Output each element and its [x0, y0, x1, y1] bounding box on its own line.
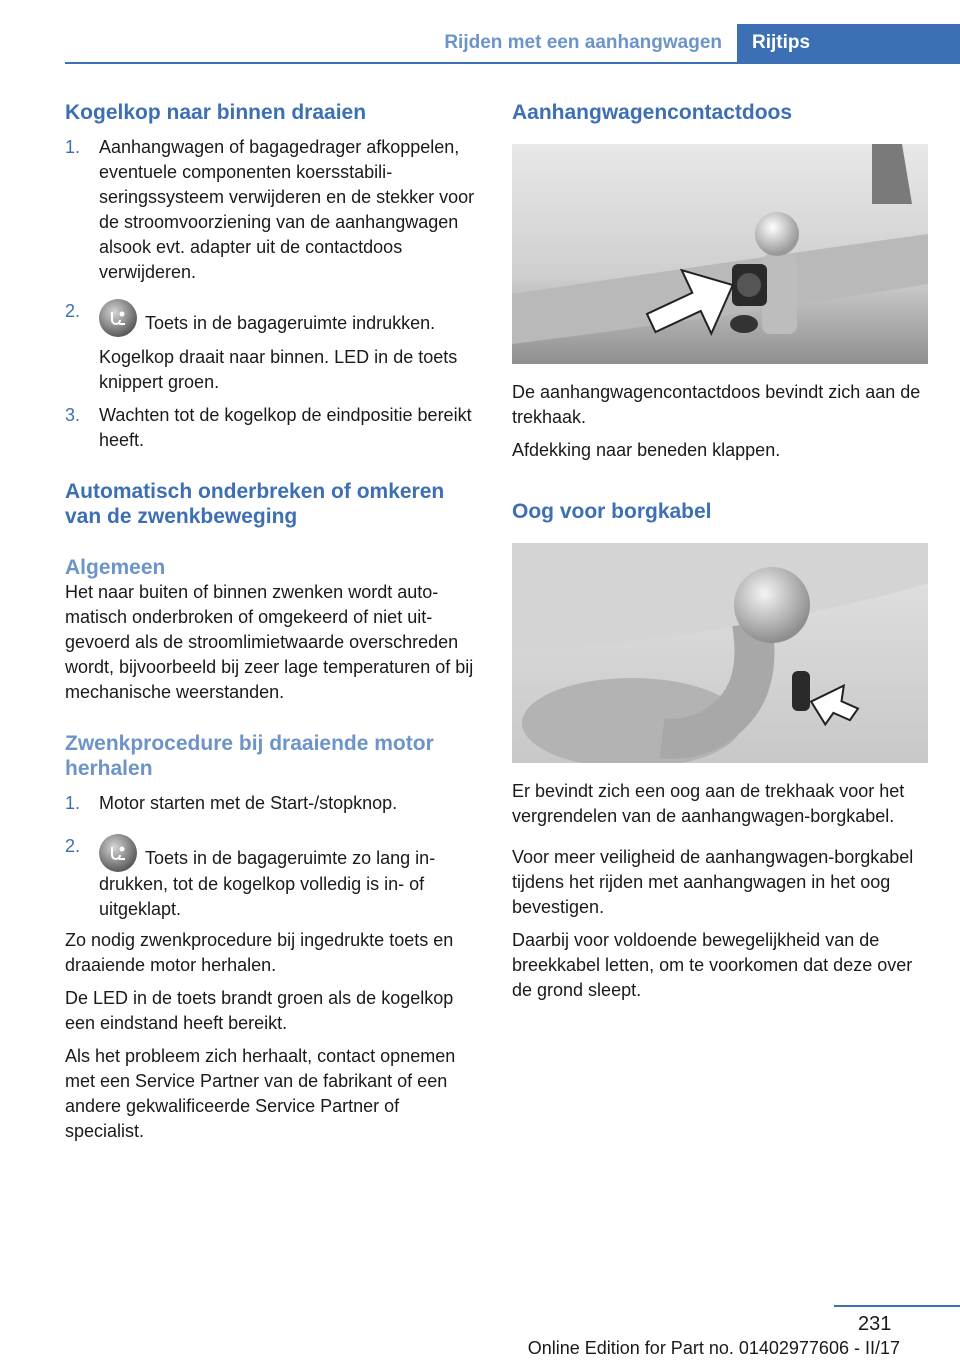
paragraph: De LED in de toets brandt groen als de kogelkop een eindstand heeft bereikt.: [65, 988, 454, 1033]
list-number: 1.: [65, 793, 81, 813]
paragraph: Er bevindt zich een oog aan de trekhaak voor het vergrendelen van de aanhangwagen-borgkabel.: [512, 781, 905, 826]
list-number: 2.: [65, 836, 81, 856]
paragraph: Het naar buiten of binnen zwenken wordt automatisch onderbroken of omgekeerd of niet uitgevoerd als de stroomlimietwaarde overschreden wordt, bijvoorbeeld bij zeer lage temperaturen of bij mechanische weerstanden.: [65, 582, 474, 702]
footer-rule: [834, 1305, 960, 1307]
breadcrumb: Rijden met een aanhangwagen: [444, 32, 722, 53]
chapter-tab: Rijtips: [737, 24, 960, 62]
section-title-contactdoos: Aanhangwagencontactdoos: [512, 101, 793, 124]
paragraph: Afdekking naar beneden klappen.: [512, 440, 781, 460]
list-item: [65, 299, 477, 395]
header-rule: [65, 62, 960, 64]
trailer-hitch-button-icon: [99, 299, 137, 337]
trailer-hitch-button-icon: [99, 834, 137, 872]
section-title-borgkabel: Oog voor borgkabel: [512, 500, 712, 523]
list-number: 3.: [65, 405, 81, 425]
list-item: [65, 791, 477, 816]
list-text: Wachten tot de kogelkop de eindpositie bereikt heeft.: [99, 405, 472, 450]
page-number: 231: [858, 1313, 892, 1335]
paragraph: Zo nodig zwenkprocedure bij ingedrukte toets en draaiende motor herhalen.: [65, 930, 454, 975]
paragraph: De aanhangwagencontactdoos bevindt zich aan de trekhaak.: [512, 382, 921, 427]
left-column: [65, 100, 477, 1144]
list-text: Motor starten met de Start-/stopknop.: [99, 793, 398, 813]
list-item: [65, 403, 477, 453]
trailer-socket-photo: [512, 144, 928, 364]
list-text: Aanhangwagen of bagagedrager afkoppelen, eventuele componenten koersstabiliseringssysteem verwijderen en de stekker voor de stroomvoorziening van de aanhangwagen alsook evt. adapter uit de contactdoos verwijderen.: [99, 137, 475, 282]
safety-cable-eye-photo: [512, 543, 928, 763]
subsection-title-algemeen: Algemeen: [65, 556, 166, 579]
list-item: [65, 834, 477, 922]
paragraph: Voor meer veiligheid de aanhangwagen-borgkabel tijdens het rijden met aanhangwagen in het oog bevestigen.: [512, 847, 914, 917]
list-item: [65, 135, 477, 285]
list-number: 1.: [65, 137, 81, 157]
list-text: Toets in de bagageruimte indrukken.: [145, 313, 436, 333]
list-number: 2.: [65, 301, 81, 321]
list-text: Toets in de bagageruimte zo lang indrukken, tot de kogelkop volledig is in- of uitgeklapt.: [99, 848, 436, 919]
right-column: [512, 100, 928, 1003]
paragraph: Daarbij voor voldoende bewegelijkheid van de breekkabel letten, om te voorkomen dat deze over de grond sleept.: [512, 930, 913, 1000]
edition-note: Online Edition for Part no. 01402977606 - II/17: [527, 1338, 900, 1358]
paragraph: Als het probleem zich herhaalt, contact opnemen met een Service Partner van de fabrikant of een andere gekwalificeerde Service Partner of specialist.: [65, 1046, 456, 1141]
section-title-kogelkop: Kogelkop naar binnen draaien: [65, 101, 367, 124]
section-title-zwenkprocedure: Zwenkprocedure bij draaiende motor herhalen: [65, 732, 434, 780]
page-header: [0, 0, 960, 66]
section-title-automatisch: Automatisch onderbreken of omkeren van de zwenkbeweging: [65, 480, 445, 528]
list-subtext: Kogelkop draait naar binnen. LED in de toets knippert groen.: [99, 347, 458, 392]
